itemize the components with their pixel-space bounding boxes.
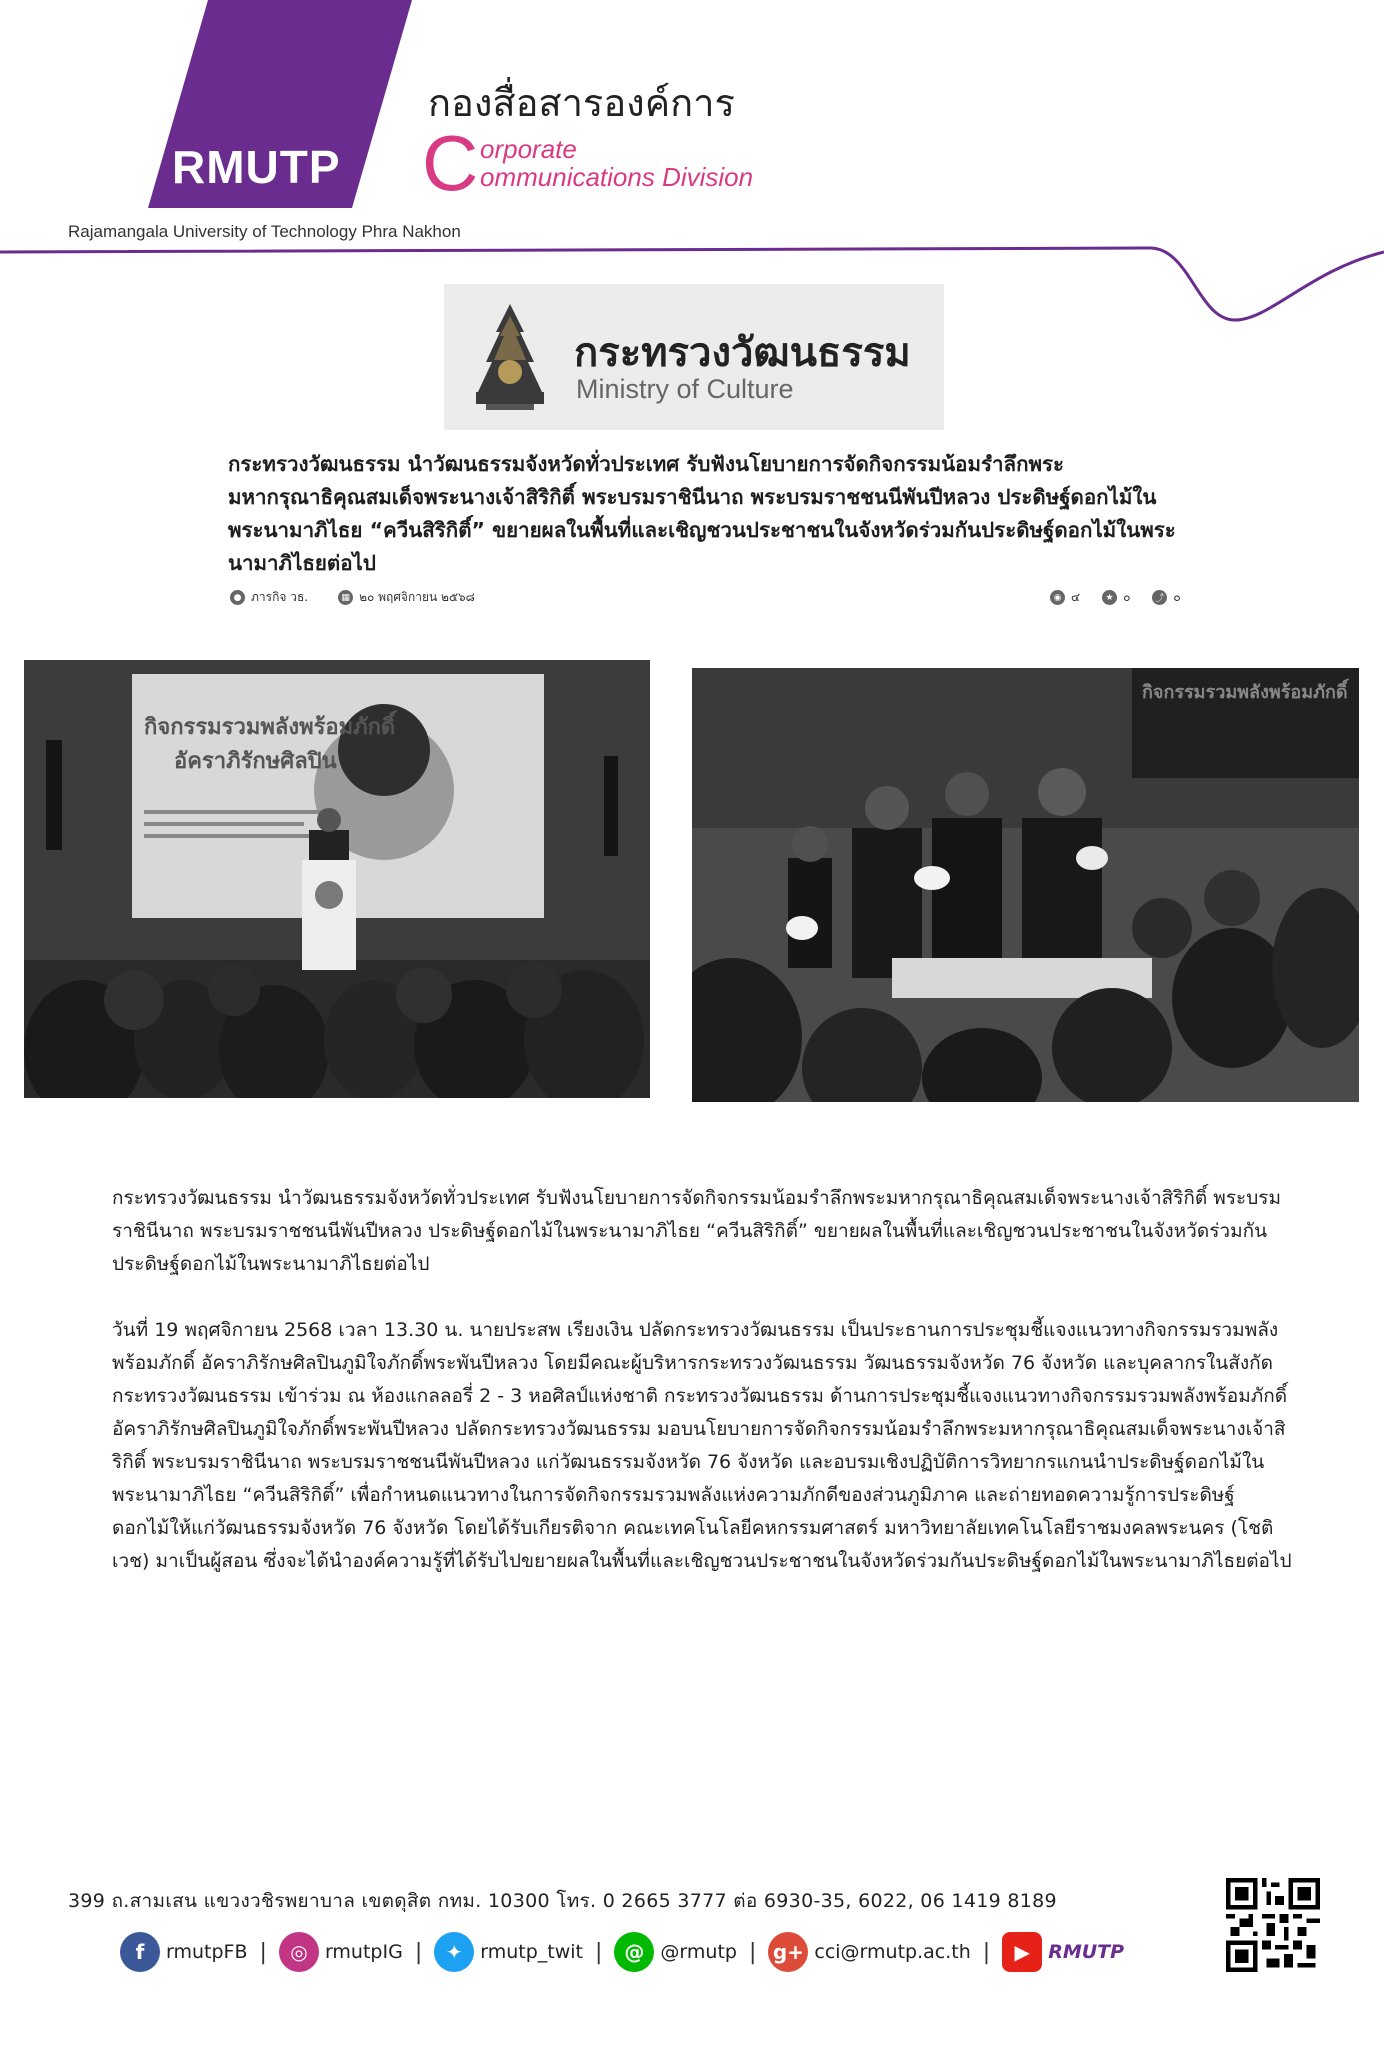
- social-link-twitter[interactable]: [434, 1932, 583, 1972]
- date-meta: [338, 588, 475, 607]
- youtube-icon: ▶: [1002, 1932, 1042, 1972]
- user-icon: ●: [230, 590, 245, 605]
- social-link-line[interactable]: [614, 1932, 737, 1972]
- date-label: ๒๐ พฤศจิกายน ๒๕๖๘: [359, 590, 475, 604]
- views-count: [1050, 588, 1080, 607]
- shares-count[interactable]: [1152, 588, 1180, 607]
- facebook-icon: f: [120, 1932, 160, 1972]
- division-name-line2: ommunications Division: [480, 162, 754, 192]
- ministry-emblem-icon: [472, 302, 548, 412]
- google-plus-icon: g+: [768, 1932, 808, 1972]
- likes-value: ๐: [1123, 590, 1131, 604]
- photo-flower-workshop: [692, 668, 1359, 1102]
- social-label: rmutpIG: [324, 1941, 403, 1963]
- author-meta[interactable]: [230, 588, 308, 607]
- twitter-icon: ✦: [434, 1932, 474, 1972]
- social-label: RMUTP: [1048, 1941, 1125, 1963]
- author-label: ภารกิจ วธ.: [251, 590, 309, 604]
- social-label: @rmutp: [660, 1941, 737, 1963]
- ministry-name-thai: กระทรวงวัฒนธรรม: [574, 330, 911, 376]
- social-link-instagram[interactable]: [279, 1932, 403, 1972]
- shares-value: ๐: [1173, 590, 1181, 604]
- share-icon: ⤴: [1152, 590, 1167, 605]
- article-title: กระทรวงวัฒนธรรม นำวัฒนธรรมจังหวัดทั่วประเทศ รับฟังนโยบายการจัดกิจกรรมน้อมรำลึกพระมหากรุณาธิคุณสมเด็จพระนางเจ้าสิริกิติ์ พระบรมราชินีนาถ พระบรมราชชนนีพันปีหลวง ประดิษฐ์ดอกไม้ในพระนามาภิไธย “ควีนสิริกิติ์” ขยายผลในพื้นที่และเชิญชวนประชาชนในจังหวัดร่วมกันประดิษฐ์ดอกไม้ในพระนามาภิไธยต่อไป: [228, 452, 1176, 575]
- article-meta: [230, 588, 475, 607]
- division-initial: C: [422, 119, 479, 207]
- article-paragraph-2: วันที่ 19 พฤศจิกายน 2568 เวลา 13.30 น. นายประสพ เรียงเงิน ปลัดกระทรวงวัฒนธรรม เป็นประธานการประชุมชี้แจงแนวทางกิจกรรมรวมพลังพร้อมภักดิ์ อัคราภิรักษศิลปินภูมิใจภักดิ์พระพันปีหลวง โดยมีคณะผู้บริหารกระทรวงวัฒนธรรม วัฒนธรรมจังหวัด 76 จังหวัด และบุคลากรในสังกัดกระทรวงวัฒนธรรม เข้าร่วม ณ ห้องแกลลอรี่ 2 - 3 หอศิลป์แห่งชาติ กระทรวงวัฒนธรรม ด้านการประชุมชี้แจงแนวทางกิจกรรมรวมพลังพร้อมภักดิ์ อัคราภิรักษศิลปินภูมิใจภักดิ์พระพันปีหลวง ปลัดกระทรวงวัฒนธรรม มอบนโยบายการจัดกิจกรรมน้อมรำลึกพระมหากรุณาธิคุณสมเด็จพระนางเจ้าสิริกิติ์ พระบรมราชินีนาถ พระบรมราชชนนีพันปีหลวง แก่วัฒนธรรมจังหวัด 76 จังหวัด และอบรมเชิงปฏิบัติการวิทยากรแกนนำประดิษฐ์ดอกไม้ในพระนามาภิไธย “ควีนสิริกิติ์” เพื่อกำหนดแนวทางในการจัดกิจกรรมรวมพลังแห่งความภักดีของส่วนภูมิภาค และถ่ายทอดความรู้การประดิษฐ์ดอกไม้ให้แก่วัฒนธรรมจังหวัด 76 จังหวัด โดยได้รับเกียรติจาก คณะเทคโนโลยีคหกรรมศาสตร์ มหาวิทยาลัยเทคโนโลยีราชมงคลพระนคร (โชติเวช) มาเป็นผู้สอน ซึ่งจะได้นำองค์ความรู้ที่ได้รับไปขยายผลในพื้นที่และเชิญชวนประชาชนในจังหวัดร่วมกันประดิษฐ์ดอกไม้ในพระนามาภิไธยต่อไป: [112, 1319, 1292, 1572]
- ministry-name-english: Ministry of Culture: [576, 374, 794, 404]
- social-label: rmutp_twit: [480, 1941, 583, 1963]
- star-icon: ★: [1102, 590, 1117, 605]
- calendar-icon: ▦: [338, 590, 353, 605]
- article-paragraph-1: กระทรวงวัฒนธรรม นำวัฒนธรรมจังหวัดทั่วประเทศ รับฟังนโยบายการจัดกิจกรรมน้อมรำลึกพระมหากรุณาธิคุณสมเด็จพระนางเจ้าสิริกิติ์ พระบรมราชินีนาถ พระบรมราชชนนีพันปีหลวง ประดิษฐ์ดอกไม้ในพระนามาภิไธย “ควีนสิริกิติ์” ขยายผลในพื้นที่และเชิญชวนประชาชนในจังหวัดร่วมกันประดิษฐ์ดอกไม้ในพระนามาภิไธยต่อไป: [112, 1187, 1282, 1275]
- qr-code-icon: [1226, 1878, 1320, 1972]
- line-icon: @: [614, 1932, 654, 1972]
- university-name: Rajamangala University of Technology Phra Nakhon: [68, 222, 461, 241]
- slide-title-2: กิจกรรมรวมพลังพร้อมภักดิ์: [1142, 682, 1348, 703]
- social-link-youtube[interactable]: [1002, 1932, 1124, 1972]
- division-name-line1: orporate: [480, 134, 577, 164]
- social-label: rmutpFB: [166, 1941, 248, 1963]
- likes-count[interactable]: [1102, 588, 1130, 607]
- ministry-banner: [444, 284, 944, 430]
- slide-subtitle: อัคราภิรักษศิลปิน: [174, 749, 337, 774]
- photo-speaker-podium: [24, 660, 650, 1098]
- social-label: cci@rmutp.ac.th: [814, 1941, 971, 1963]
- slide-title: กิจกรรมรวมพลังพร้อมภักดิ์: [144, 715, 396, 740]
- views-value: ๔: [1071, 590, 1081, 604]
- article-stats: [1050, 588, 1181, 607]
- division-name-thai: กองสื่อสารองค์การ: [428, 81, 735, 125]
- footer-address: 399 ถ.สามเสน แขวงวชิรพยาบาล เขตดุสิต กทม. 10300 โทร. 0 2665 3777 ต่อ 6930-35, 6022, 06 1419 8189: [68, 1890, 1057, 1912]
- logo-text: RMUTP: [172, 141, 341, 193]
- social-link-facebook[interactable]: [120, 1932, 248, 1972]
- footer-social-links: f rmutpFB | ◎ rmutpIG | ✦ rmutp_twit | @ @rmutp | g+ cci@rmutp.ac.th | ▶ RMUTP: [120, 1932, 1124, 1972]
- instagram-icon: ◎: [279, 1932, 319, 1972]
- eye-icon: ◉: [1050, 590, 1065, 605]
- social-link-email[interactable]: [768, 1932, 970, 1972]
